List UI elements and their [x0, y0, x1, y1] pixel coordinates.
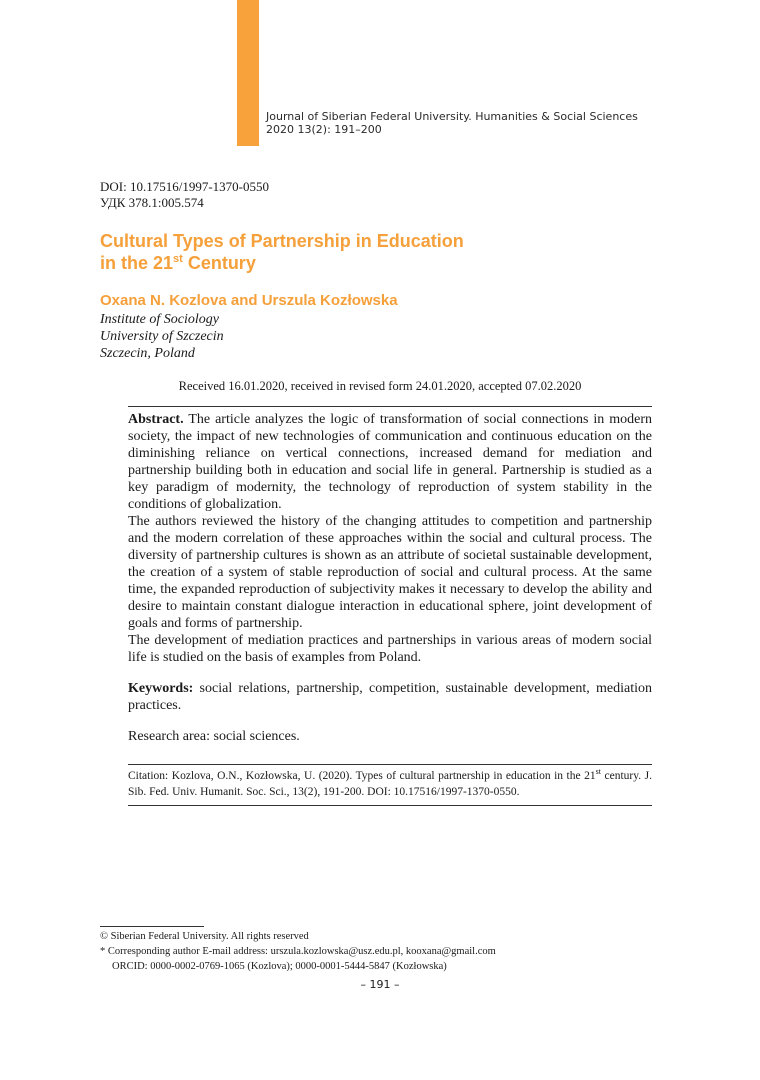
footnote-orcid: ORCID: 0000-0002-0769-1065 (Kozlova); 0000-0001-5444-5847 (Kozłowska)	[112, 961, 447, 972]
journal-issue: 2020 13(2): 191–200	[266, 123, 382, 136]
citation-text-post: century. J. Sib. Fed. Univ. Humanit. Soc. Sci., 13(2), 191-200. DOI: 10.17516/1997-1370-0550.	[128, 770, 652, 798]
title-pre: in the 21	[100, 253, 174, 273]
affiliation	[100, 311, 224, 362]
doi: DOI: 10.17516/1997-1370-0550	[100, 179, 269, 194]
journal-name: Journal of Siberian Federal University. Humanities & Social Sciences	[266, 110, 638, 123]
citation-top-rule	[128, 764, 652, 765]
title-line-2	[100, 252, 464, 274]
affiliation-institute: Institute of Sociology	[100, 312, 219, 327]
authors: Oxana N. Kozlova and Urszula Kozłowska	[100, 292, 398, 309]
received-dates: Received 16.01.2020, received in revised form 24.01.2020, accepted 07.02.2020	[178, 379, 582, 393]
title-sup: st	[173, 253, 183, 265]
keywords-text: social relations, partnership, competition, sustainable development, mediation practices.	[128, 681, 653, 713]
article-title	[100, 230, 464, 274]
title-post: Century	[182, 253, 256, 273]
article-identifiers	[100, 179, 269, 211]
keywords-label: Keywords:	[128, 681, 194, 696]
citation-text-pre: Citation: Kozlova, O.N., Kozłowska, U. (2020). Types of cultural partnership in education in the 21	[128, 770, 596, 782]
abstract-paragraph-2: The authors reviewed the history of the changing attitudes to competition and partnership and the modern correlation of these approaches within the social and cultural process. The diversity of partnership cultures is shown as an attribute of societal sustainable development, the creation of a system of stable reproduction of social and cultural process. At the same time, the expanded reproduction of subjectivity makes it necessary to develop the ability and desire to maintain constant dialogue interaction in educational sphere, joint development of goals and forms of partnership.	[128, 514, 652, 631]
journal-header	[266, 110, 638, 136]
citation	[128, 768, 652, 800]
title-line-1: Cultural Types of Partnership in Education	[100, 231, 464, 251]
research-area: Research area: social sciences.	[128, 729, 300, 744]
abstract-top-rule	[128, 406, 652, 407]
keywords	[128, 680, 652, 714]
affiliation-city: Szczecin, Poland	[100, 346, 195, 361]
footnote-copyright: © Siberian Federal University. All rights reserved	[100, 931, 309, 942]
page-number: – 191 –	[360, 978, 400, 991]
abstract-paragraph-3: The development of mediation practices and partnerships in various areas of modern social life is studied on the basis of examples from Poland.	[128, 633, 652, 665]
citation-sup: st	[595, 767, 601, 777]
footnote-rule	[100, 926, 204, 927]
abstract-label: Abstract.	[128, 412, 184, 427]
abstract-paragraph-1	[128, 411, 652, 513]
affiliation-university: University of Szczecin	[100, 329, 224, 344]
footnotes	[100, 929, 496, 974]
journal-accent-bar	[237, 0, 259, 146]
footnote-corresponding: * Corresponding author E-mail address: urszula.kozlowska@usz.edu.pl, kooxana@gmail.com	[100, 946, 496, 957]
citation-bottom-rule	[128, 805, 652, 806]
abstract	[128, 411, 652, 666]
udk: УДК 378.1:005.574	[100, 195, 204, 210]
abstract-text-1: The article analyzes the logic of transformation of social connections in modern society, the impact of new technologies of communication and continuous education on the diminishing reliance on vertical connections, increased demand for mediation and partnership building both in education and social life in general. Partnership is studied as a key paradigm of modernity, the technology of reproduction of system stability in the conditions of globalization.	[128, 412, 653, 512]
